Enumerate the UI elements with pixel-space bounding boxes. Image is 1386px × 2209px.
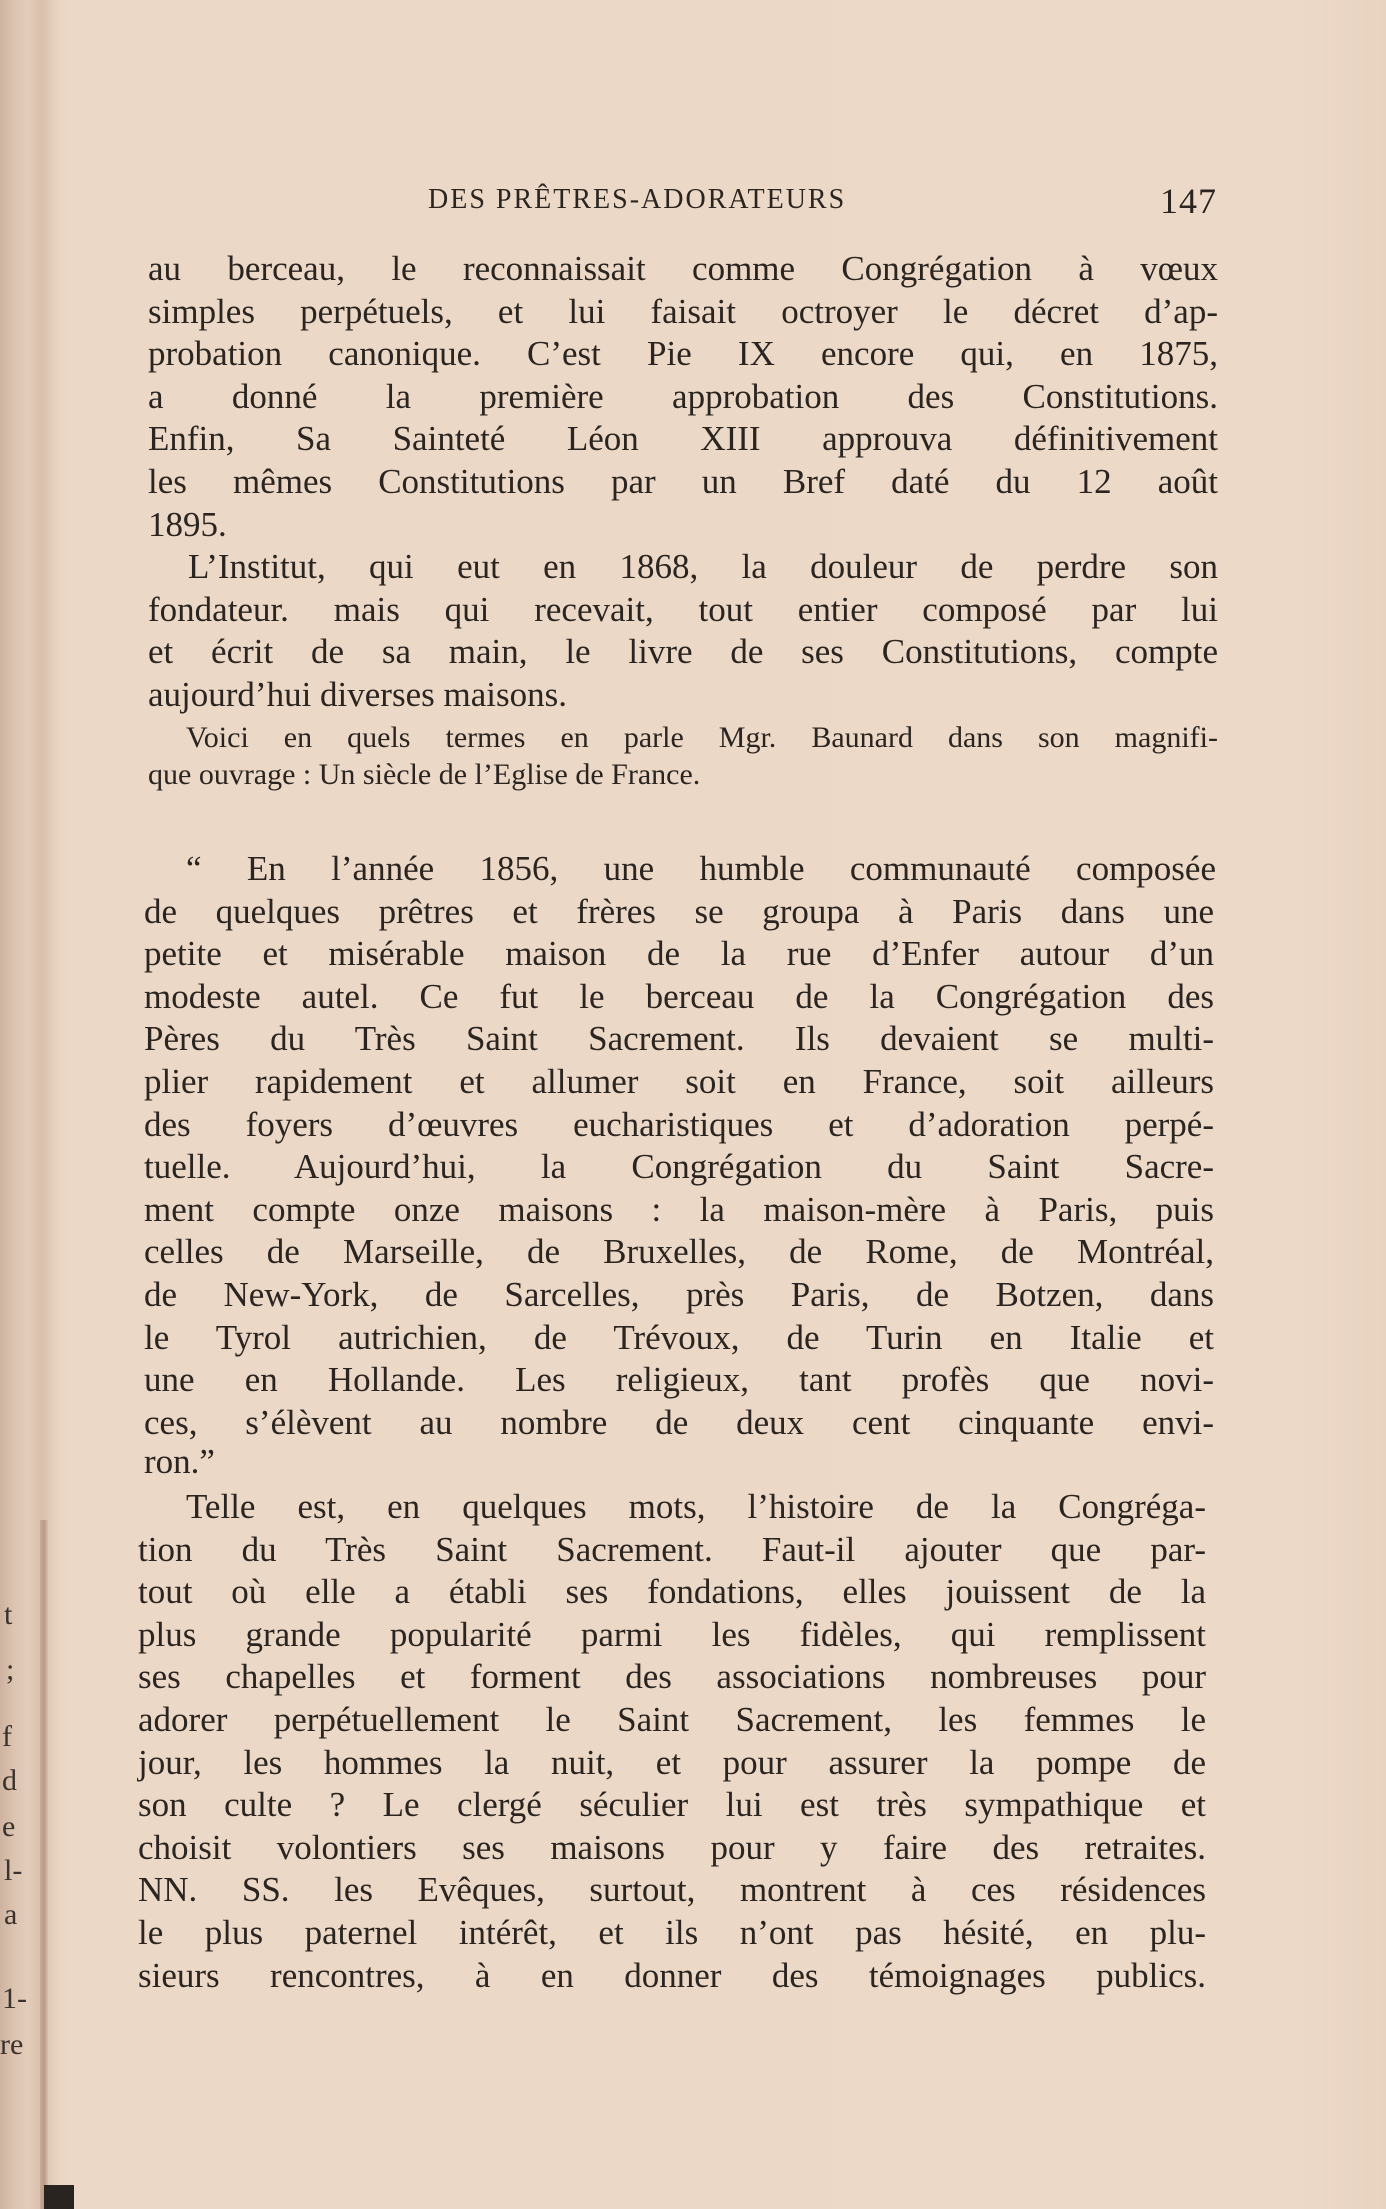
text-line: une en Hollande. Les religieux, tant profès que novi- — [144, 1360, 1214, 1400]
page-number: 147 — [1160, 181, 1217, 221]
text-line: au berceau, le reconnaissait comme Congrégation à vœux — [148, 249, 1218, 288]
text-line: Telle est, en quelques mots, l’histoire de la Congréga- — [186, 1487, 1206, 1526]
text-line: ron.” — [144, 1442, 215, 1482]
adjacent-page-fragment: d — [2, 1764, 17, 1797]
text-line: fondateur. mais qui recevait, tout entier composé par lui — [148, 589, 1218, 629]
adjacent-page-fragment: f — [2, 1720, 12, 1753]
adjacent-page-fragment: t — [4, 1598, 13, 1631]
running-head — [0, 181, 1386, 224]
text-line: celles de Marseille, de Bruxelles, de Rome, de Montréal, — [144, 1232, 1214, 1272]
text-line: modeste autel. Ce fut le berceau de la Congrégation des — [144, 976, 1214, 1016]
text-line: 1895. — [148, 504, 227, 544]
text-line: a donné la première approbation des Constitutions. — [148, 376, 1218, 416]
adjacent-page-fragment: 1- — [2, 1982, 27, 2015]
text-line: ment compte onze maisons : la maison-mère à Paris, puis — [144, 1189, 1214, 1229]
running-title: DES PRÊTRES-ADORATEURS — [428, 184, 847, 215]
text-line: Voici en quels termes en parle Mgr. Baunard dans son magnifi- — [186, 721, 1218, 754]
text-line: tion du Très Saint Sacrement. Faut-il ajouter que par- — [138, 1529, 1206, 1569]
text-line: probation canonique. C’est Pie IX encore qui, en 1875, — [148, 334, 1218, 374]
text-line: son culte ? Le clergé séculier lui est très sympathique et — [138, 1785, 1206, 1825]
text-line: “ En l’année 1856, une humble communauté composée — [186, 849, 1216, 888]
text-line: Enfin, Sa Sainteté Léon XIII approuva définitivement — [148, 419, 1218, 459]
text-line: petite et misérable maison de la rue d’Enfer autour d’un — [144, 934, 1214, 974]
text-line: de New-York, de Sarcelles, près Paris, de Botzen, dans — [144, 1274, 1214, 1314]
text-line: des foyers d’œuvres eucharistiques et d’adoration perpé- — [144, 1104, 1214, 1144]
text-line: le Tyrol autrichien, de Trévoux, de Turin en Italie et — [144, 1317, 1214, 1357]
adjacent-page-fragment: a — [4, 1898, 18, 1931]
text-line: le plus paternel intérêt, et ils n’ont pas hésité, en plu- — [138, 1912, 1206, 1952]
text-line: jour, les hommes la nuit, et pour assurer la pompe de — [138, 1742, 1206, 1782]
text-line: sieurs rencontres, à en donner des témoignages publics. — [138, 1955, 1206, 1995]
paragraph-quote-intro — [148, 719, 1218, 793]
adjacent-page-fragment: e — [2, 1810, 16, 1843]
text-line: que ouvrage : Un siècle de l’Eglise de France. — [148, 758, 701, 791]
paragraph-quotation — [144, 848, 1214, 1480]
adjacent-page-fragment: l- — [4, 1854, 23, 1887]
paragraph-approbation — [148, 248, 1218, 717]
text-line: tuelle. Aujourd’hui, la Congrégation du Saint Sacre- — [144, 1147, 1214, 1187]
text-line: Pères du Très Saint Sacrement. Ils devaient se multi- — [144, 1019, 1214, 1059]
adjacent-page-fragment: ; — [6, 1653, 15, 1686]
text-line: simples perpétuels, et lui faisait octroyer le décret d’ap- — [148, 291, 1218, 331]
text-line: adorer perpétuellement le Saint Sacrement, les femmes le — [138, 1699, 1206, 1739]
scan-corner — [44, 2185, 74, 2209]
text-line: ces, s’élèvent au nombre de deux cent cinquante envi- — [144, 1402, 1214, 1442]
adjacent-page-fragment: re — [0, 2028, 24, 2061]
text-line: de quelques prêtres et frères se groupa à Paris dans une — [144, 891, 1214, 931]
text-line: les mêmes Constitutions par un Bref daté du 12 août — [148, 461, 1218, 501]
text-line: choisit volontiers ses maisons pour y faire des retraites. — [138, 1827, 1206, 1867]
text-line: plier rapidement et allumer soit en France, soit ailleurs — [144, 1061, 1214, 1101]
paragraph-conclusion — [138, 1486, 1206, 1997]
text-line: aujourd’hui diverses maisons. — [148, 674, 567, 714]
text-line: NN. SS. les Evêques, surtout, montrent à ces résidences — [138, 1870, 1206, 1910]
text-line: L’Institut, qui eut en 1868, la douleur de perdre son — [188, 547, 1218, 587]
text-line: plus grande popularité parmi les fidèles, qui remplissent — [138, 1614, 1206, 1654]
text-line: et écrit de sa main, le livre de ses Constitutions, compte — [148, 632, 1218, 672]
text-line: tout où elle a établi ses fondations, elles jouissent de la — [138, 1572, 1206, 1612]
text-line: ses chapelles et forment des associations nombreuses pour — [138, 1657, 1206, 1697]
